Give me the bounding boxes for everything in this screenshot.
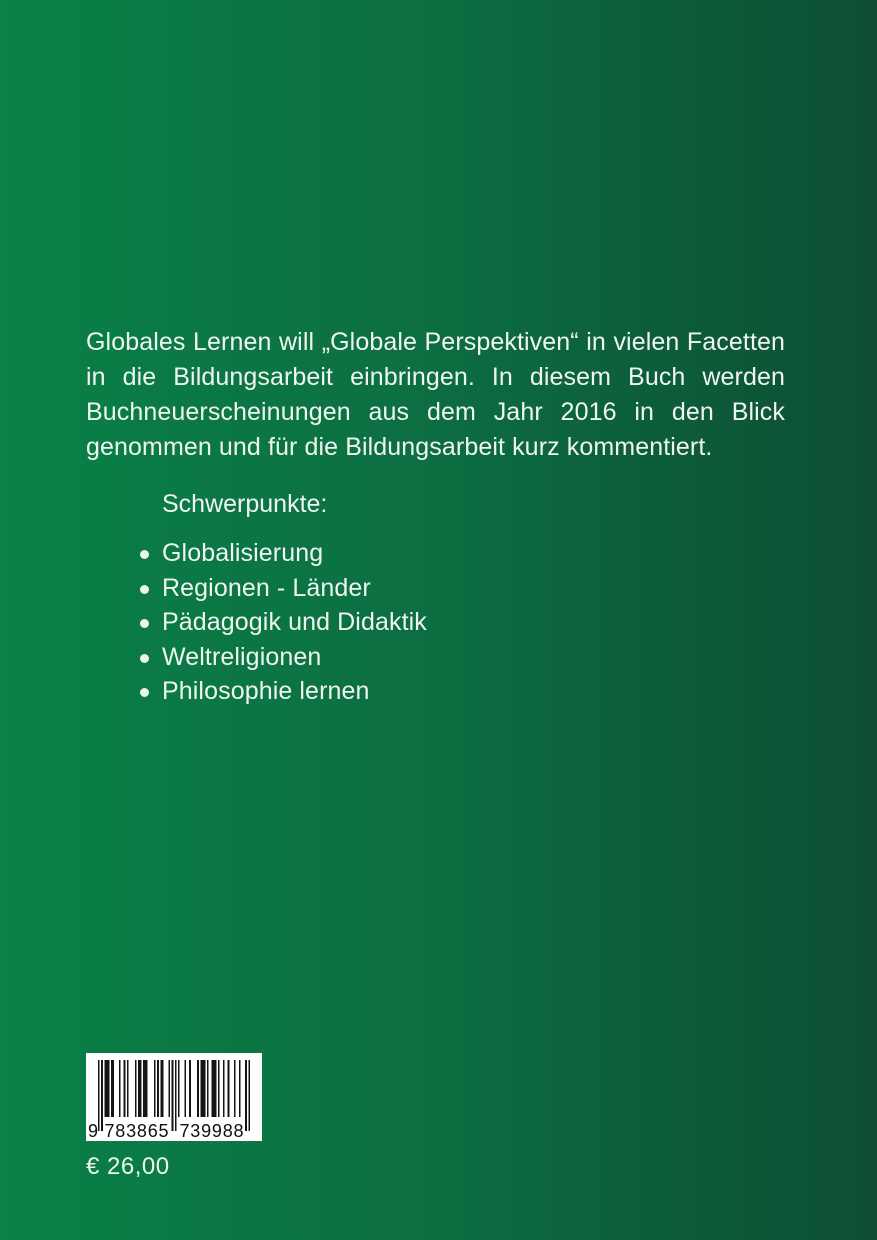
bullet-dot-icon bbox=[140, 585, 149, 594]
focus-list bbox=[140, 536, 427, 709]
barcode-digit-group: 783865 bbox=[104, 1121, 169, 1141]
focus-heading: Schwerpunkte: bbox=[162, 490, 328, 518]
list-item bbox=[140, 674, 427, 709]
list-item bbox=[140, 571, 427, 606]
barcode-digit-group: 739988 bbox=[179, 1121, 244, 1141]
list-item bbox=[140, 536, 427, 571]
bullet-dot-icon bbox=[140, 654, 149, 663]
list-item bbox=[140, 605, 427, 640]
list-item-label: Pädagogik und Didaktik bbox=[162, 608, 427, 636]
bullet-dot-icon bbox=[140, 688, 149, 697]
list-item-label: Regionen - Länder bbox=[162, 573, 371, 602]
barcode-svg bbox=[86, 1053, 262, 1141]
list-item bbox=[140, 640, 427, 675]
blurb-line: genommen und für die Bildungsarbeit kurz kommentiert. bbox=[86, 433, 713, 461]
bullet-dot-icon bbox=[140, 550, 149, 559]
blurb-paragraph bbox=[86, 325, 785, 465]
price-label: € 26,00 bbox=[86, 1153, 170, 1180]
blurb-line: Globales Lernen will „Globale Perspektiven“ in vielen Facetten bbox=[86, 328, 785, 356]
blurb-line: in die Bildungsarbeit einbringen. In diesem Buch werden bbox=[86, 363, 785, 391]
list-item-label: Weltreligionen bbox=[162, 642, 322, 671]
list-item-label: Globalisierung bbox=[162, 539, 324, 567]
list-item-label: Philosophie lernen bbox=[162, 677, 370, 705]
bullet-dot-icon bbox=[140, 619, 149, 628]
isbn-barcode bbox=[86, 1053, 262, 1141]
barcode-digit-group: 9 bbox=[88, 1121, 99, 1141]
blurb-line: Buchneuerscheinungen aus dem Jahr 2016 in den Blick bbox=[86, 398, 785, 426]
